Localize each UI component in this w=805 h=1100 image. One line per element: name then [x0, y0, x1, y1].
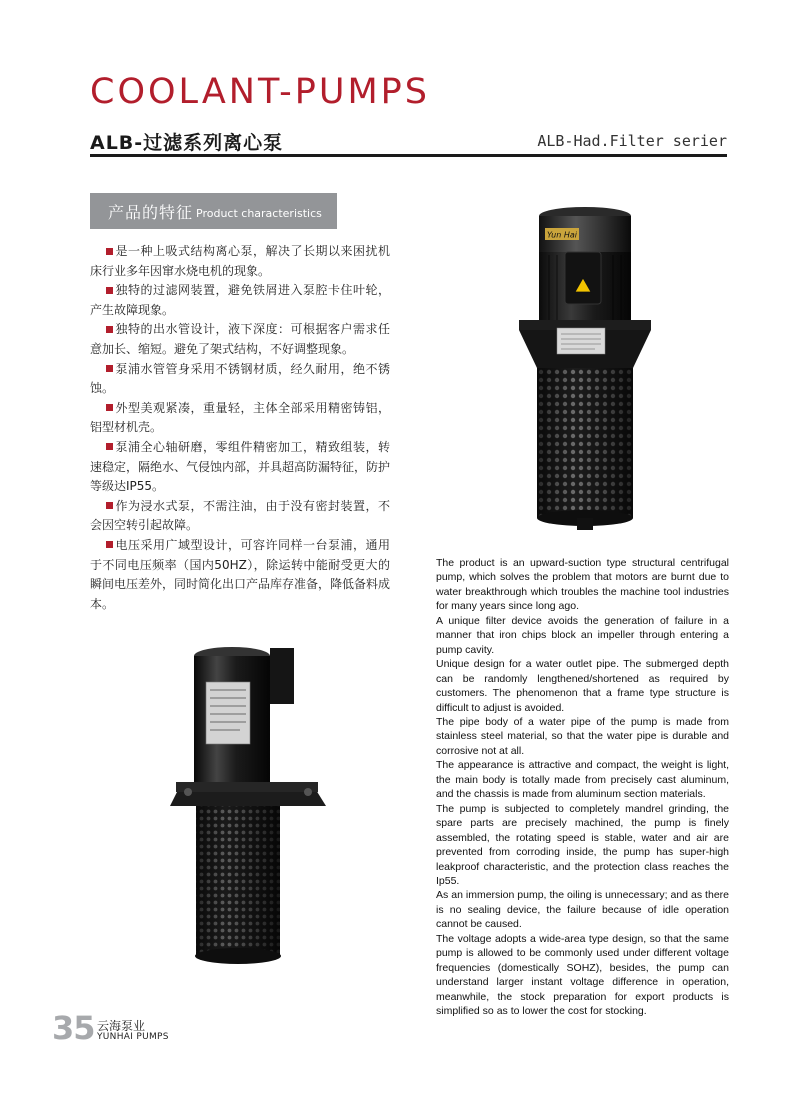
product-series-title-cn: ALB-过滤系列离心泵 [90, 132, 284, 154]
feature-text-en: The pipe body of a water pipe of the pump is made from stainless steel material, so that the water pipe is durable and corrosive not at all. [436, 715, 729, 757]
bullet-icon [106, 248, 113, 255]
feature-text: 泵浦全心轴研磨，零组件精密加工，精致组装，转速稳定，隔绝水、气侵蚀内部，并具超高防漏特征，防护等级达IP55。 [90, 439, 391, 494]
feature-item [90, 438, 390, 497]
product-series-title-en: ALB-Had.Filter serier [537, 132, 727, 150]
title-divider [90, 154, 727, 157]
feature-text-en: Unique design for a water outlet pipe. The submerged depth can be randomly lengthened/shortened as required by customers. The phenomenon that a frame type structure is difficult to adjust is avoided. [436, 658, 729, 714]
feature-item [90, 281, 390, 320]
features-list-cn [90, 242, 390, 614]
bullet-icon [106, 404, 113, 411]
feature-item [90, 320, 390, 359]
feature-text-en: The product is an upward-suction type structural centrifugal pump, which solves the problem that motors are burnt due to water breakthrough which troubles the machine tool industries for many years since long ago. [436, 557, 729, 613]
section-heading-banner [90, 193, 337, 229]
section-heading-cn: 产品的特征 [108, 202, 194, 222]
features-list-en [436, 556, 729, 1019]
pump-illustration-top [505, 200, 665, 540]
bullet-icon [106, 287, 113, 294]
feature-text-en: A unique filter device avoids the generation of failure in a manner that iron chips block an impeller through entering a pump cavity. [436, 614, 729, 656]
brand-logo-text: Yun Hai [547, 230, 577, 240]
feature-text: 泵浦水管管身采用不锈钢材质，经久耐用，绝不锈蚀。 [90, 361, 390, 396]
feature-text-en: The voltage adopts a wide-area type design, so that the same pump is allowed to be commonly used under different voltage frequencies (domestically SOHZ), besides, the pump can understand larger instant voltage difference in operation, meanwhile, the stock preparation for export products is simplified so as to lower the cost for stocking. [436, 932, 729, 1018]
company-name-en: YUNHAI PUMPS [97, 1032, 169, 1042]
feature-text: 独特的出水管设计，液下深度：可根据客户需求任意加长、缩短。避免了架式结构，不好调整现象。 [90, 322, 390, 356]
feature-item [90, 242, 390, 281]
bullet-icon [106, 365, 113, 372]
bullet-icon [106, 502, 113, 509]
feature-item [90, 536, 390, 614]
page-title: COOLANT-PUMPS [90, 72, 431, 112]
feature-item [90, 399, 390, 438]
coolant-pump-photo-top [505, 200, 665, 540]
feature-text: 电压采用广域型设计，可容许同样一台泵浦，通用于不同电压频率（国内50HZ），除运转中能耐受更大的瞬间电压差外，同时简化出口产品库存准备，降低备料成本。 [90, 537, 391, 611]
page-number: 35 [52, 1009, 95, 1047]
bullet-icon [106, 541, 113, 548]
bullet-icon [106, 326, 113, 333]
feature-text-en: The appearance is attractive and compact, the weight is light, the main body is totally made from precisely cast aluminum, and the chassis is made from aluminum section materials. [436, 759, 729, 801]
company-name-cn: 云海泵业 [97, 1019, 146, 1033]
feature-text-en: The pump is subjected to completely mandrel grinding, the spare parts are precisely machined, the pump is finely assembled, the rotating speed is stable, water and air are prevented from corroding inside, the pump has super-high leakproof characteristic, and the protection class reaches the Ip55. [436, 802, 729, 887]
feature-text: 是一种上吸式结构离心泵，解决了长期以来困扰机床行业多年因窜水烧电机的现象。 [90, 244, 390, 278]
feature-item [90, 497, 390, 536]
bullet-icon [106, 443, 113, 450]
section-heading-en: Product characteristics [196, 206, 322, 220]
coolant-pump-photo-bottom [170, 640, 340, 970]
feature-item [90, 360, 390, 399]
feature-text: 外型美观紧凑，重量轻，主体全部采用精密铸铝，铝型材机壳。 [90, 400, 390, 435]
feature-text-en: As an immersion pump, the oiling is unnecessary; and as there is no sealing device, the failure because of idle operation cannot be caused. [436, 889, 729, 931]
pump-illustration-bottom [170, 640, 340, 970]
feature-text: 独特的过滤网装置，避免铁屑进入泵腔卡住叶轮，产生故障现象。 [90, 283, 390, 317]
feature-text: 作为浸水式泵，不需注油，由于没有密封装置，不会因空转引起故障。 [90, 498, 390, 533]
